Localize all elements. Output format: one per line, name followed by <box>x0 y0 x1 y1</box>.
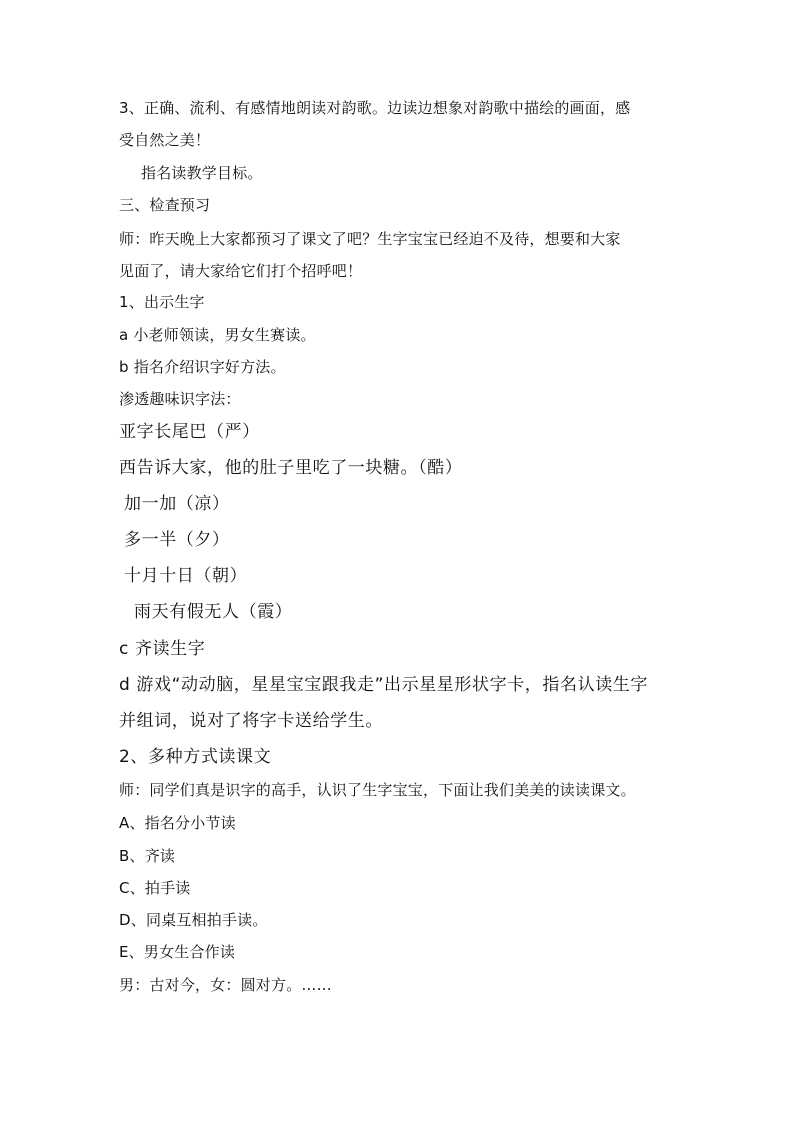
riddle-line: 十月十日（朝） <box>124 566 248 586</box>
doc-line: D、同桌互相拍手读。 <box>119 911 268 929</box>
doc-line: 渗透趣味识字法： <box>119 390 241 408</box>
doc-line: B、齐读 <box>119 847 176 865</box>
riddle-line: 加一加（凉） <box>124 494 230 514</box>
riddle-line: 亚字长尾巴（严） <box>119 422 260 442</box>
doc-line: A、指名分小节读 <box>119 814 236 832</box>
doc-line: d 游戏“动动脑，星星宝宝跟我走”出示星星形状字卡，指名认读生字 <box>119 675 649 695</box>
doc-line: 并组词，说对了将字卡送给学生。 <box>119 711 383 731</box>
doc-line: c 齐读生字 <box>119 639 206 659</box>
subsection-heading: 1、出示生字 <box>119 293 205 311</box>
riddle-line: 雨天有假无人（霞） <box>134 602 293 622</box>
doc-line: a 小老师领读，男女生赛读。 <box>119 326 316 344</box>
doc-line: 指名读教学目标。 <box>141 164 263 182</box>
doc-line: 男：古对今，女：圆对方。…… <box>119 976 332 994</box>
doc-line: C、拍手读 <box>119 879 191 897</box>
doc-line: 见面了，请大家给它们打个招呼吧！ <box>119 262 363 280</box>
doc-line: 受自然之美！ <box>119 131 211 149</box>
subsection-heading: 2、多种方式读课文 <box>119 747 272 767</box>
riddle-line: 多一半（夕） <box>124 530 230 550</box>
doc-line: 师：昨天晚上大家都预习了课文了吧？生字宝宝已经迫不及待，想要和大家 <box>119 230 621 248</box>
riddle-line: 西告诉大家，他的肚子里吃了一块糖。（酷） <box>119 458 463 478</box>
doc-line: 师：同学们真是识字的高手，认识了生字宝宝，下面让我们美美的读读课文。 <box>119 781 636 799</box>
doc-line: E、男女生合作读 <box>119 943 236 961</box>
section-heading: 三、检查预习 <box>119 196 211 214</box>
doc-line: b 指名介绍识字好方法。 <box>119 358 286 376</box>
doc-line: 3、正确、流利、有感情地朗读对韵歌。边读边想象对韵歌中描绘的画面，感 <box>119 99 631 117</box>
